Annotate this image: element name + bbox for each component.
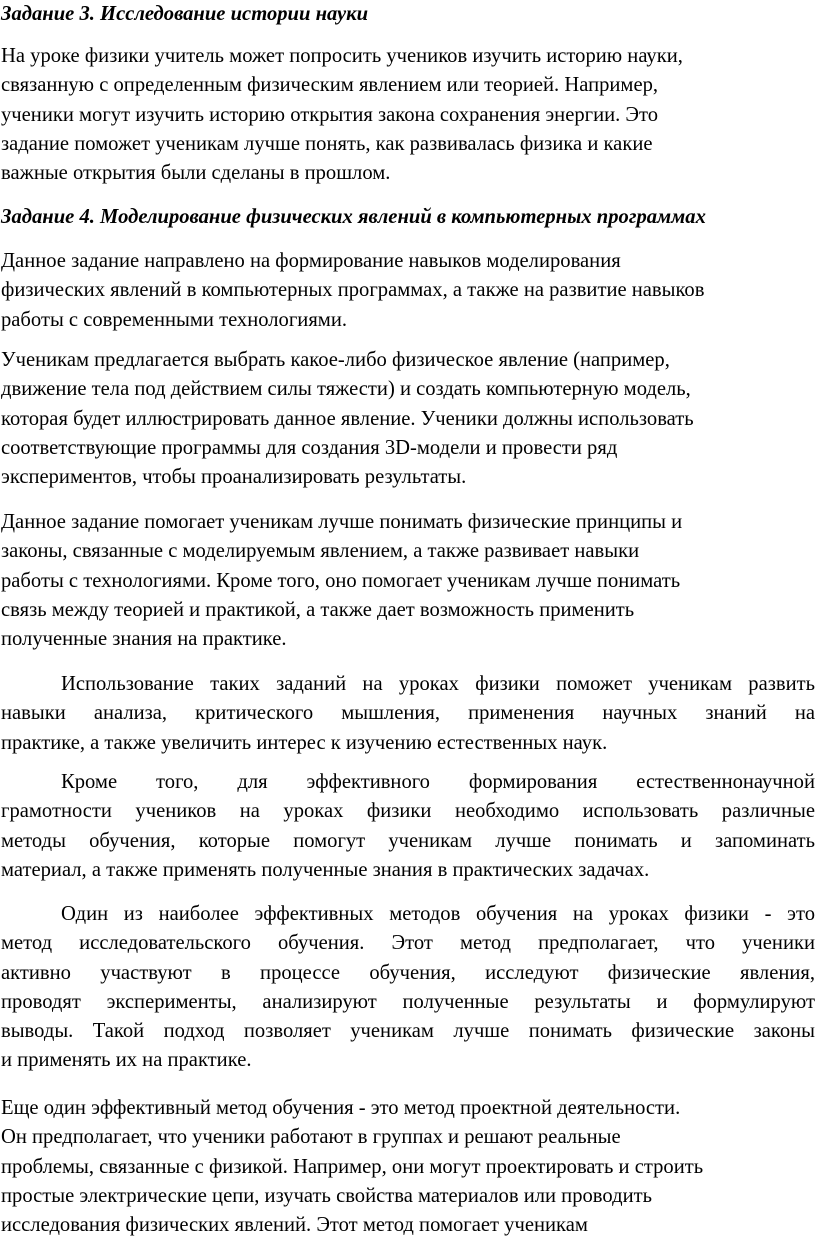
text-line: и применять их на практике. [1, 1049, 252, 1072]
text-line: навыки анализа, критического мышления, применения научных знаний на [1, 702, 815, 725]
text-line: Кроме того, для эффективного формирования естественнонаучной [61, 771, 815, 793]
task4-heading [1, 203, 815, 232]
usage-paragraph [1, 670, 815, 758]
task4-paragraph-3 [1, 508, 815, 654]
task3-heading [1, 0, 815, 29]
moreover-paragraph [1, 768, 815, 885]
text-line: Использование таких заданий на уроках физики поможет ученикам развить [61, 673, 815, 695]
project-paragraph [1, 1094, 815, 1240]
text-line: Ученикам предлагается выбрать какое-либо физическое явление (например, [1, 349, 670, 371]
text-line: Данное задание помогает ученикам лучше понимать физические принципы и [1, 511, 683, 533]
text-line: задание поможет ученикам лучше понять, как развивалась физика и какие [1, 132, 653, 155]
text-line: активно участвуют в процессе обучения, исследуют физические явления, [1, 961, 815, 984]
text-line: работы с технологиями. Кроме того, оно помогает ученикам лучше понимать [1, 569, 681, 592]
text-line: исследования физических явлений. Этот метод помогает ученикам [1, 1214, 588, 1237]
text-line: Он предполагает, что ученики работают в группах и решают реальные [1, 1126, 621, 1149]
text-line: важные открытия были сделаны в прошлом. [1, 162, 391, 185]
text-line: полученные знания на практике. [1, 628, 287, 651]
text-line: материал, а также применять полученные знания в практических задачах. [1, 858, 650, 881]
text-line: физических явлений в компьютерных программах, а также на развитие навыков [1, 279, 705, 302]
task4-paragraph-1 [1, 247, 815, 335]
text-line: грамотности учеников на уроках физики необходимо использовать различные [1, 800, 815, 823]
text-line: практике, а также увеличить интерес к изучению естественных наук. [1, 731, 608, 754]
text-line: проблемы, связанные с физикой. Например, они могут проектировать и строить [1, 1155, 704, 1178]
text-line: движение тела под действием силы тяжести) и создать компьютерную модель, [1, 378, 691, 401]
text-line: На уроке физики учитель может попросить учеников изучить историю науки, [1, 45, 683, 67]
text-line: ученики могут изучить историю открытия закона сохранения энергии. Это [1, 103, 659, 126]
heading-line: Задание 4. Моделирование физических явлений в компьютерных программах [1, 206, 706, 228]
research-paragraph [1, 900, 815, 1076]
text-line: выводы. Такой подход позволяет ученикам лучше понимать физические законы [1, 1020, 815, 1043]
text-line: метод исследовательского обучения. Этот метод предполагает, что ученики [1, 932, 815, 955]
text-line: Еще один эффективный метод обучения - это метод проектной деятельности. [1, 1097, 681, 1119]
text-line: работы с современными технологиями. [1, 308, 347, 331]
text-line: Один из наиболее эффективных методов обучения на уроках физики - это [61, 903, 815, 925]
text-line: экспериментов, чтобы проанализировать результаты. [1, 466, 467, 489]
text-line: законы, связанные с моделируемым явлением, а также развивает навыки [1, 540, 640, 563]
task4-paragraph-2 [1, 346, 815, 492]
text-line: простые электрические цепи, изучать свойства материалов или проводить [1, 1184, 652, 1207]
text-line: методы обучения, которые помогут ученикам лучше понимать и запоминать [1, 829, 815, 852]
text-line: связь между теорией и практикой, а также дает возможность применить [1, 598, 635, 621]
text-line: которая будет иллюстрировать данное явление. Ученики должны использовать [1, 407, 694, 430]
text-line: проводят эксперименты, анализируют полученные результаты и формулируют [1, 990, 815, 1013]
heading-line: Задание 3. Исследование истории науки [1, 3, 369, 25]
text-line: связанную с определенным физическим явлением или теорией. Например, [1, 74, 659, 97]
text-line: соответствующие программы для создания 3D-модели и провести ряд [1, 436, 618, 459]
task3-paragraph [1, 42, 815, 188]
text-line: Данное задание направлено на формирование навыков моделирования [1, 250, 621, 272]
